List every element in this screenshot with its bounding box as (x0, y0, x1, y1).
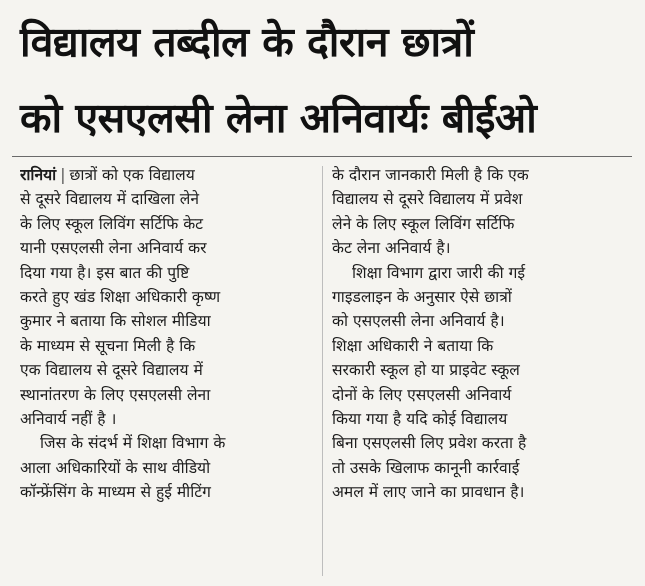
body-line: जिस के संदर्भ में शिक्षा विभाग के (40, 434, 226, 453)
dateline-separator: | (60, 166, 66, 184)
body-line: के दौरान जानकारी मिली है कि एक (332, 166, 529, 184)
body-line: सरकारी स्कूल हो या प्राइवेट स्कूल (332, 361, 520, 380)
body-line: को एसएलसी लेना अनिवार्य है। (332, 312, 505, 331)
headline-rule (12, 156, 632, 157)
body-line: के लिए स्कूल लिविंग सर्टिफि केट (20, 214, 204, 233)
body-line (20, 163, 316, 187)
body-line-text: छात्रों को एक विद्यालय (69, 166, 195, 184)
body-line: अनिवार्य नहीं है । (20, 410, 117, 429)
headline-line-1: विद्यालय तब्दील के दौरान छात्रों (20, 18, 474, 66)
body-line: अमल में लाए जाने का प्रावधान है। (332, 483, 525, 502)
body-line: गाइडलाइन के अनुसार ऐसे छात्रों (332, 288, 512, 307)
body-line: एक विद्यालय से दूसरे विद्यालय में (20, 361, 203, 380)
body-line: यानी एसएलसी लेना अनिवार्य कर (20, 239, 207, 258)
body-line: तो उसके खिलाफ कानूनी कार्रवाई (332, 458, 520, 477)
headline (20, 4, 630, 156)
body-line: के माध्यम से सूचना मिली है कि (20, 336, 196, 355)
body-line: बिना एसएलसी लिए प्रवेश करता है (332, 434, 527, 453)
body-line: दोनों के लिए एसएलसी अनिवार्य (332, 385, 512, 404)
article-column-left (20, 163, 316, 505)
dateline: रानियां (20, 166, 57, 184)
column-divider (322, 166, 323, 576)
body-line: कॉन्फ्रेंसिंग के माध्यम से हुई मीटिंग (20, 483, 211, 502)
body-line: शिक्षा विभाग द्वारा जारी की गई (352, 263, 526, 282)
body-line: लेने के लिए स्कूल लिविंग सर्टिफि (332, 214, 515, 233)
article-column-right (332, 163, 628, 505)
body-line: किया गया है यदि कोई विद्यालय (332, 410, 508, 429)
body-line: करते हुए खंड शिक्षा अधिकारी कृष्ण (20, 288, 221, 307)
body-line: केट लेना अनिवार्य है। (332, 239, 451, 258)
body-line: शिक्षा अधिकारी ने बताया कि (332, 336, 494, 355)
body-line: से दूसरे विद्यालय में दाखिला लेने (20, 190, 199, 209)
headline-line-2: को एसएलसी लेना अनिवार्यः बीईओ (20, 94, 537, 142)
body-line: विद्यालय से दूसरे विद्यालय में प्रवेश (332, 190, 523, 209)
body-line: दिया गया है। इस बात की पुष्टि (20, 263, 190, 282)
body-line: स्थानांतरण के लिए एसएलसी लेना (20, 385, 211, 404)
body-line: कुमार ने बताया कि सोशल मीडिया (20, 312, 211, 331)
body-line: आला अधिकारियों के साथ वीडियो (20, 458, 211, 477)
